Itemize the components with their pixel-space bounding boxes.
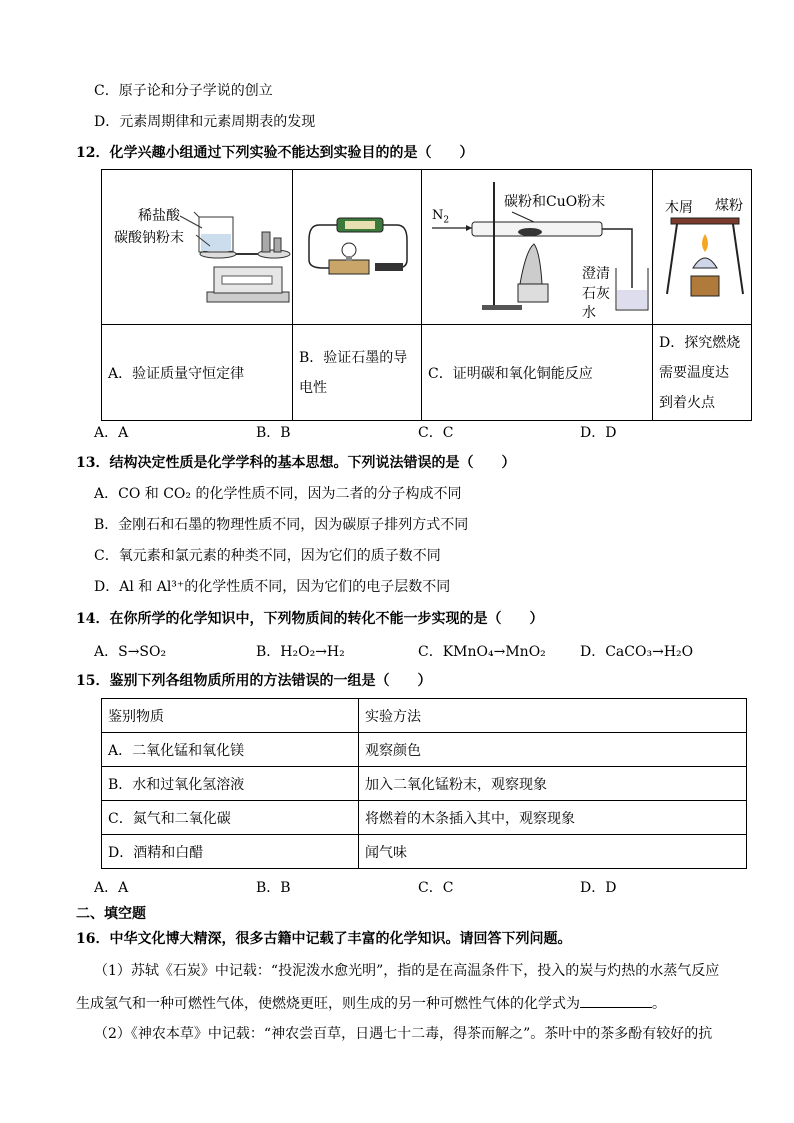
fig-c-gas-label: $N_2$ [432,208,450,226]
q16-part2-line1: （2）《神农本草》中记载：“神农尝百草，日遇七十二毒，得茶而解之”。茶叶中的茶多酚有较好的抗 [94,1026,713,1042]
q12-experiment-table [101,169,752,421]
q12-desc-d: D．探究燃烧 需要温度达 到着火点 [653,325,752,421]
q12-answer-options [94,422,774,442]
balance-figure [102,172,292,322]
q14-option-d: D．CaCO₃→H₂O [580,644,694,660]
q15-row-a-method: 观察颜色 [359,733,747,767]
q12-desc-c: C．证明碳和氧化铜能反应 [422,325,653,421]
q12-desc-b: B．验证石墨的导 电性 [293,325,422,421]
q15-answer-a: A．A [94,880,129,896]
table-row [102,801,747,835]
q15-row-d-method: 闻气味 [359,835,747,869]
q14-stem: 14．在你所学的化学知识中，下列物质间的转化不能一步实现的是（ ） [76,611,544,627]
q15-table [101,698,747,869]
q14-option-c: C．KMnO₄→MnO₂ [418,644,546,660]
apparatus-icon [422,172,652,322]
balance-icon [102,172,292,322]
q13-option-c: C．氧元素和氯元素的种类不同，因为它们的质子数不同 [94,548,441,564]
q15-answer-d: D．D [580,880,617,896]
q12-answer-b: B．B [256,425,291,441]
q15-stem: 15．鉴别下列各组物质所用的方法错误的一组是（ ） [76,673,432,689]
q12-answer-c: C．C [418,425,454,441]
carbon-cuo-figure [422,172,652,322]
table-row [102,835,747,869]
q12-figure-a-cell [102,170,293,325]
q13-option-a: A．CO 和 CO₂ 的化学性质不同，因为二者的分子构成不同 [94,486,462,502]
fig-c-powder-label: 碳粉和CuO粉末 [504,194,606,210]
q13-option-d: D．Al 和 Al³⁺的化学性质不同，因为它们的电子层数不同 [94,579,451,595]
q15-row-b-method: 加入二氧化锰粉末，观察现象 [359,767,747,801]
q14-option-b: B．H₂O₂→H₂ [256,644,345,660]
q15-row-d-substance: D．酒精和白醋 [102,835,359,869]
tripod-burner-icon [653,172,751,322]
q12-figure-d-cell [653,170,752,325]
table-header-row [102,699,747,733]
table-row [102,733,747,767]
q15-answer-b: B．B [256,880,291,896]
q15-header-substance: 鉴别物质 [102,699,359,733]
q12-stem: 12．化学兴趣小组通过下列实验不能达到实验目的的是（ ） [76,145,474,161]
fig-d-coal-label: 煤粉 [715,198,743,214]
combustion-figure [653,172,751,322]
q15-row-c-substance: C．氮气和二氧化碳 [102,801,359,835]
q15-row-b-substance: B．水和过氧化氢溶液 [102,767,359,801]
q15-answer-c: C．C [418,880,454,896]
fig-c-lime-label-3: 水 [582,305,596,321]
q16-part1-line2: 生成氢气和一种可燃性气体，使燃烧更旺，则生成的另一种可燃性气体的化学式为 。 [76,993,666,1014]
q15-row-c-method: 将燃着的木条插入其中，观察现象 [359,801,747,835]
q12-answer-d: D．D [580,425,617,441]
q14-options [94,641,774,661]
q13-stem: 13．结构决定性质是化学学科的基本思想。下列说法错误的是（ ） [76,455,516,471]
q14-option-a: A．S→SO₂ [94,644,167,660]
q12-desc-a: A．验证质量守恒定律 [102,325,293,421]
q13-option-b: B．金刚石和石墨的物理性质不同，因为碳原子排列方式不同 [94,517,469,533]
q15-row-a-substance: A．二氧化锰和氧化镁 [102,733,359,767]
fig-c-lime-label-1: 澄清 [582,266,610,282]
q15-header-method: 实验方法 [359,699,747,733]
fig-c-lime-label-2: 石灰 [582,286,610,302]
fig-a-label-powder: 碳酸钠粉末 [114,230,184,246]
q11-option-d: D．元素周期律和元素周期表的发现 [94,114,316,130]
answer-blank[interactable] [580,993,652,1008]
q12-figure-b-cell [293,170,422,325]
fig-d-wood-label: 木屑 [665,200,693,216]
q16-stem: 16．中华文化博大精深，很多古籍中记载了丰富的化学知识。请回答下列问题。 [76,931,572,947]
table-row [102,767,747,801]
q15-answer-options [94,877,774,897]
circuit-icon [293,170,421,320]
q16-part1-line1: （1）苏轼《石炭》中记载：“投泥泼水愈光明”，指的是在高温条件下，投入的炭与灼热的水蒸气反应 [94,963,720,979]
section-title: 二、填空题 [76,906,146,922]
q11-option-c: C．原子论和分子学说的创立 [94,83,273,99]
q12-answer-a: A．A [94,425,129,441]
fig-a-label-acid: 稀盐酸 [138,208,180,224]
q12-figure-c-cell [422,170,653,325]
